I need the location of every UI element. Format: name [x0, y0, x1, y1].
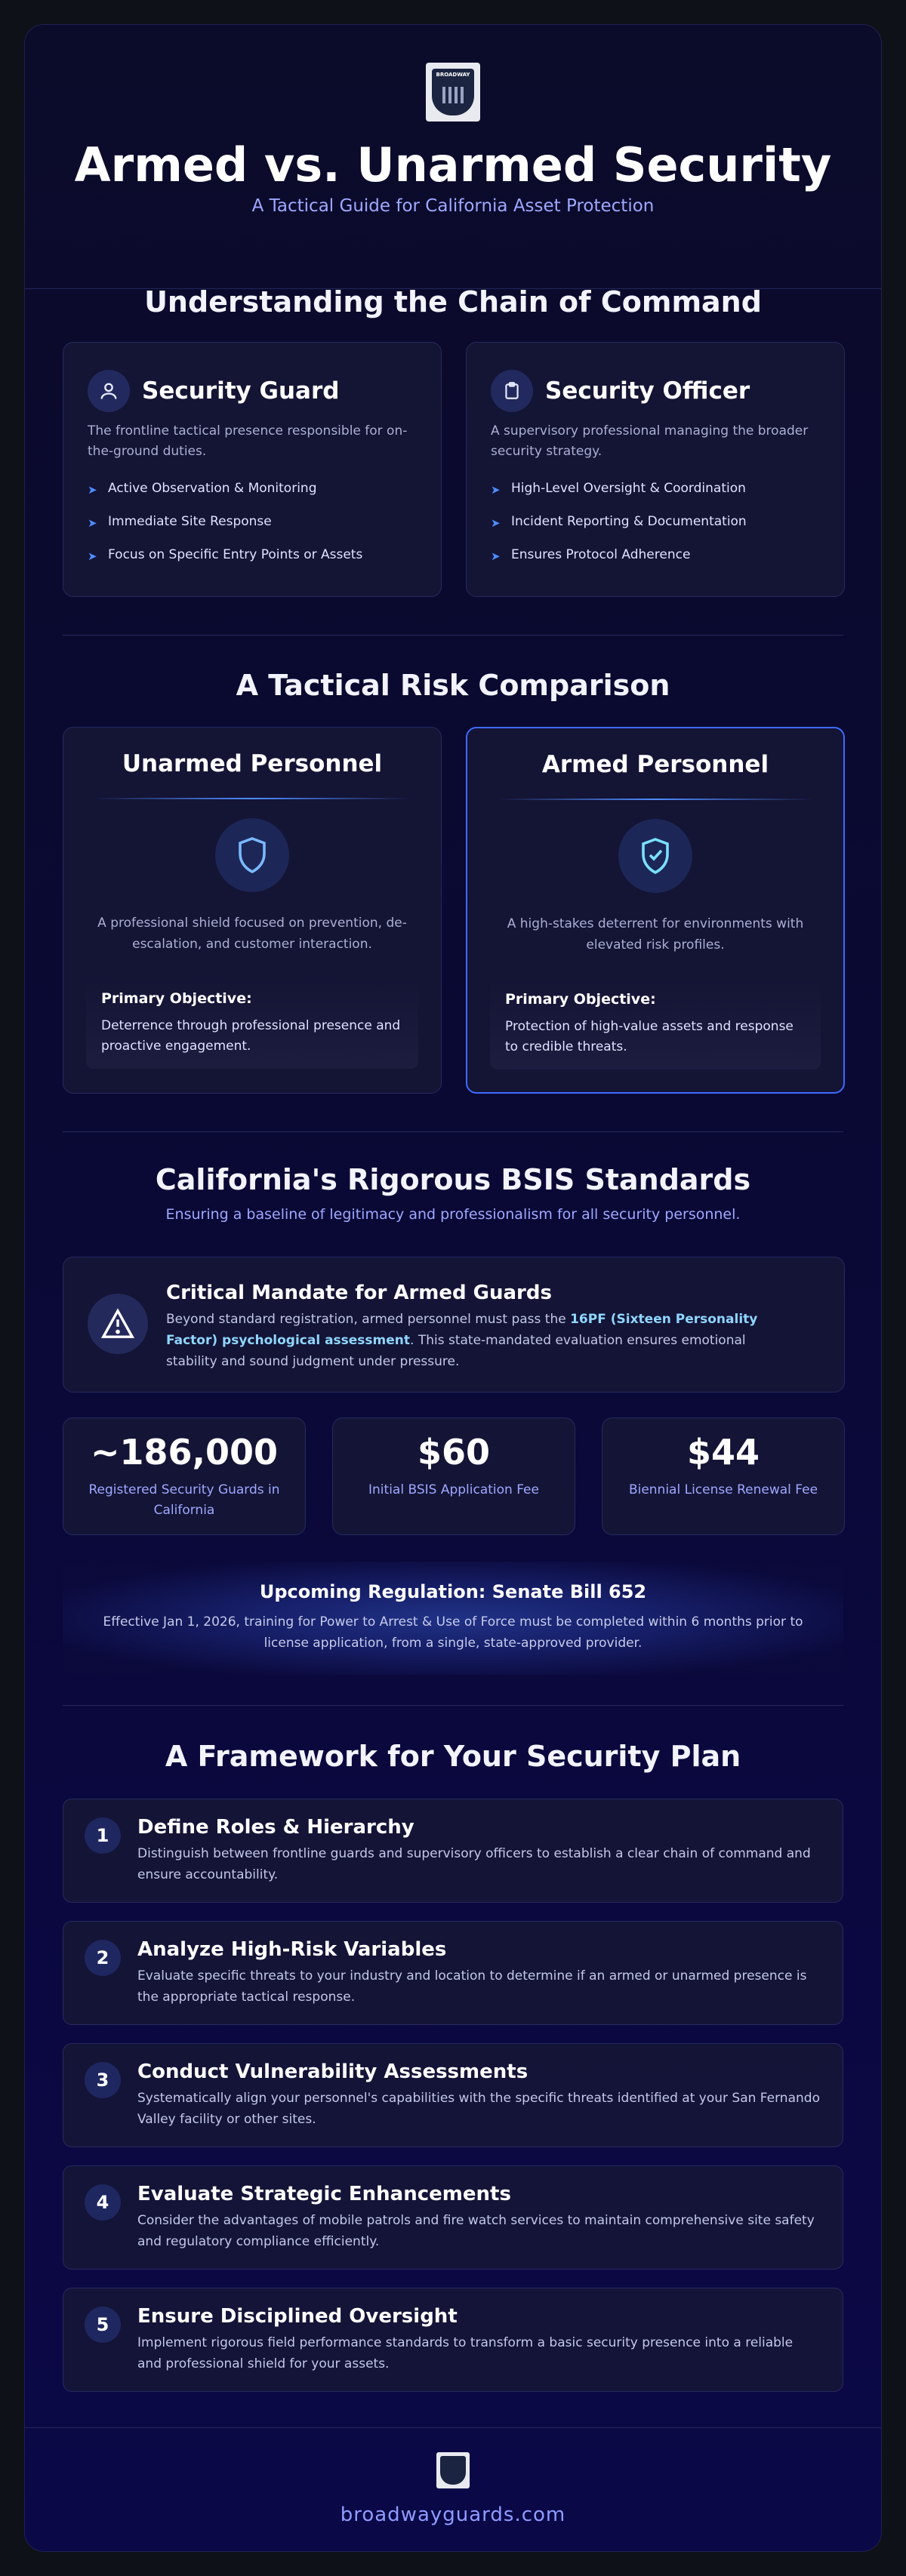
objective-label: Primary Objective: — [101, 990, 252, 1007]
page-title: Armed vs. Unarmed Security — [74, 137, 832, 192]
bsis-section-title: California's Rigorous BSIS Standards — [155, 1163, 751, 1196]
guard-duties-list — [88, 481, 362, 580]
website-link[interactable]: broadwayguards.com — [340, 2504, 566, 2526]
step-title: Analyze High-Risk Variables — [137, 1938, 447, 1961]
step-text: Consider the advantages of mobile patrols and fire watch services to maintain comprehensive site safety and regulatory compliance efficiently. — [137, 2213, 815, 2250]
guard-card — [63, 342, 442, 597]
clipboard-icon — [491, 370, 533, 412]
shield-check-icon — [618, 819, 692, 893]
logo-text: BROADWAY — [436, 72, 470, 78]
officer-card — [466, 342, 845, 597]
infographic-card — [24, 24, 882, 2552]
mandate-card — [63, 1257, 845, 1393]
company-logo — [426, 63, 480, 122]
stat-card — [602, 1417, 845, 1535]
stat-value: ~186,000 — [90, 1432, 279, 1473]
chain-section-title: Understanding the Chain of Command — [144, 285, 762, 319]
officer-description: A supervisory professional managing the broader security strategy. — [491, 423, 809, 460]
stat-value: $44 — [686, 1432, 760, 1473]
framework-step — [63, 2288, 843, 2392]
step-text: Distinguish between frontline guards and supervisory officers to establish a clear chain of command and ensure accountability. — [137, 1846, 811, 1883]
arrow-icon: ➤ — [88, 516, 97, 530]
guard-description: The frontline tactical presence responsible for on-the-ground duties. — [88, 423, 408, 460]
bill-text: Effective Jan 1, 2026, training for Power to Arrest & Use of Force must be completed within 6 months prior to license application, from a single, state-approved provider. — [103, 1614, 803, 1651]
section-divider — [63, 1131, 843, 1132]
stat-label: Biennial License Renewal Fee — [628, 1482, 818, 1497]
step-title: Define Roles & Hierarchy — [137, 1816, 414, 1839]
objective-text: Deterrence through professional presence and proactive engagement. — [101, 1018, 401, 1054]
risk-section-title: A Tactical Risk Comparison — [236, 669, 670, 702]
step-number: 2 — [85, 1940, 121, 1976]
step-title: Ensure Disciplined Oversight — [137, 2305, 458, 2328]
guard-title: Security Guard — [142, 377, 340, 405]
footer-logo — [436, 2452, 470, 2488]
framework-section-title: A Framework for Your Security Plan — [165, 1740, 741, 1773]
step-text: Implement rigorous field performance standards to transform a basic security presence into a reliable and professional shield for your assets. — [137, 2335, 794, 2372]
arrow-icon: ➤ — [88, 483, 97, 497]
officer-title: Security Officer — [545, 377, 750, 405]
bsis-section-subtitle: Ensuring a baseline of legitimacy and professionalism for all security personnel. — [165, 1206, 741, 1223]
framework-step — [63, 1799, 843, 1903]
step-number: 4 — [85, 2184, 121, 2221]
stat-label: Registered Security Guards in California — [88, 1482, 280, 1519]
mandate-text: Beyond standard registration, armed personnel must pass the 16PF (Sixteen Personality Factor) psychological assessment. This state-mandated evaluation ensures emotional stability and sound judgment under pressure. — [166, 1312, 758, 1370]
step-text: Systematically align your personnel's capabilities with the specific threats identified at your San Fernando Valley facility or other sites. — [137, 2091, 820, 2128]
list-item: ➤ Active Observation & Monitoring — [88, 481, 317, 497]
stat-value: $60 — [417, 1432, 491, 1473]
arrow-icon: ➤ — [491, 516, 501, 530]
officer-duties-list — [491, 481, 747, 580]
person-icon — [88, 370, 130, 412]
shield-icon — [215, 818, 289, 892]
arrow-icon: ➤ — [88, 549, 97, 563]
armed-title: Armed Personnel — [541, 751, 769, 778]
bill-title: Upcoming Regulation: Senate Bill 652 — [259, 1581, 647, 1602]
stat-card — [332, 1417, 575, 1535]
footer — [25, 2427, 881, 2551]
objective-label: Primary Objective: — [505, 991, 656, 1008]
assessment-highlight: 16PF (Sixteen Personality Factor) psychological assessment — [166, 1312, 758, 1349]
armed-description: A high-stakes deterrent for environments with elevated risk profiles. — [507, 916, 804, 953]
senate-bill-banner — [63, 1562, 843, 1675]
objective-text: Protection of high-value assets and response to credible threats. — [505, 1019, 794, 1055]
step-text: Evaluate specific threats to your industry and location to determine if an armed or unarmed presence is the appropriate tactical response. — [137, 1968, 807, 2005]
framework-step — [63, 2165, 843, 2270]
header — [25, 63, 881, 289]
mandate-title: Critical Mandate for Armed Guards — [166, 1282, 552, 1304]
framework-step — [63, 1921, 843, 2025]
step-number: 1 — [85, 1817, 121, 1854]
arrow-icon: ➤ — [491, 483, 501, 497]
step-title: Conduct Vulnerability Assessments — [137, 2060, 528, 2083]
step-number: 3 — [85, 2062, 121, 2098]
stat-label: Initial BSIS Application Fee — [368, 1482, 539, 1497]
list-item: ➤ Immediate Site Response — [88, 514, 272, 530]
armed-objective — [490, 977, 821, 1069]
stat-card — [63, 1417, 306, 1535]
step-title: Evaluate Strategic Enhancements — [137, 2183, 511, 2205]
arrow-icon: ➤ — [491, 549, 501, 563]
list-item: ➤ High-Level Oversight & Coordination — [491, 481, 746, 497]
section-divider — [63, 635, 843, 636]
step-number: 5 — [85, 2307, 121, 2343]
section-divider — [63, 1705, 843, 1706]
armed-card — [466, 727, 845, 1094]
warning-icon — [88, 1294, 148, 1354]
framework-step — [63, 2043, 843, 2147]
unarmed-title: Unarmed Personnel — [122, 750, 383, 777]
list-item: ➤ Ensures Protocol Adherence — [491, 547, 691, 563]
unarmed-card — [63, 727, 442, 1094]
list-item: ➤ Focus on Specific Entry Points or Assets — [88, 547, 363, 563]
page-subtitle: A Tactical Guide for California Asset Protection — [251, 196, 655, 217]
unarmed-objective — [86, 977, 418, 1069]
list-item: ➤ Incident Reporting & Documentation — [491, 514, 747, 530]
unarmed-description: A professional shield focused on prevention, de-escalation, and customer interaction. — [97, 916, 407, 953]
